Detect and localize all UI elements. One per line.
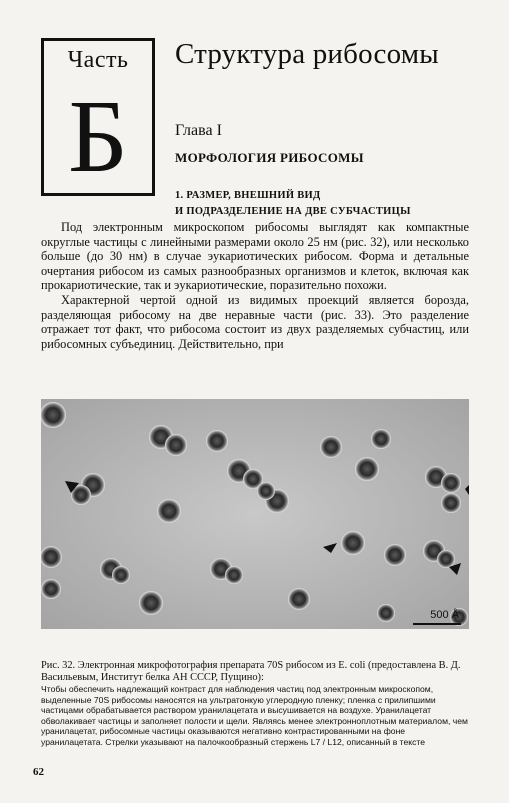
body-text <box>41 220 469 351</box>
part-box <box>41 38 155 196</box>
micrograph-image <box>41 399 469 629</box>
caption-head: Рис. 32. Электронная микрофотография препарата 70S рибосом из E. coli (предоставлена В. Д. Васильевым, Институт белка АН СССР, Пущино): <box>41 660 461 683</box>
part-word: Часть <box>67 47 129 73</box>
page-title: Структура рибосомы <box>175 38 439 70</box>
figure-caption <box>41 660 469 748</box>
section-heading <box>175 188 411 220</box>
scale-bar <box>413 623 461 625</box>
chapter-label: Глава I <box>175 122 222 139</box>
paragraph-2: Характерной чертой одной из видимых проекций является борозда, разделяющая рибосому на две неравные части (рис. 33). Это разделение отражает тот факт, что рибосома состоит из двух разделяемых субчастиц, или рибосомных субъединиц. Действительно, при <box>41 292 469 351</box>
paragraph-1: Под электронным микроскопом рибосомы выглядят как компактные округлые частицы с линейными размерами около 25 нм (рис. 32), или несколько больше (до 30 нм) в случае эукариотических рибосом. Форма и детальные очертания рибосом из самых разнообразных организмов и клеток, включая как прокариотические, так и эукариотические, поразительно похожи. <box>41 220 469 293</box>
part-letter: Б <box>68 79 128 194</box>
scale-label: 500 Å <box>430 609 459 621</box>
section-heading-line-2: И ПОДРАЗДЕЛЕНИЕ НА ДВЕ СУБЧАСТИЦЫ <box>175 206 411 217</box>
section-heading-line-1: 1. РАЗМЕР, ВНЕШНИЙ ВИД <box>175 190 321 201</box>
page-number: 62 <box>33 766 44 778</box>
chapter-title: МОРФОЛОГИЯ РИБОСОМЫ <box>175 150 364 165</box>
electron-micrograph <box>41 399 469 629</box>
caption-body: Чтобы обеспечить надлежащий контраст для наблюдения частиц под электронным микроскопом, выделенные 70S рибосомы наносятся на ультратонкую углеродную пленку; пленка с прилипшими частицами обрабатывается раствором уранилацетата и высушивается на воздухе. Уранилацетат обволакивает частицы и заполняет полости и щели. Являясь менее электронноплотным материалом, чем уранилацетат, рибосомные частицы оказываются негативно контрастированными на фоне уранилацетата. Стрелки указывают на палочкообразный стержень L7 / L12, описанный в тексте <box>41 684 468 747</box>
